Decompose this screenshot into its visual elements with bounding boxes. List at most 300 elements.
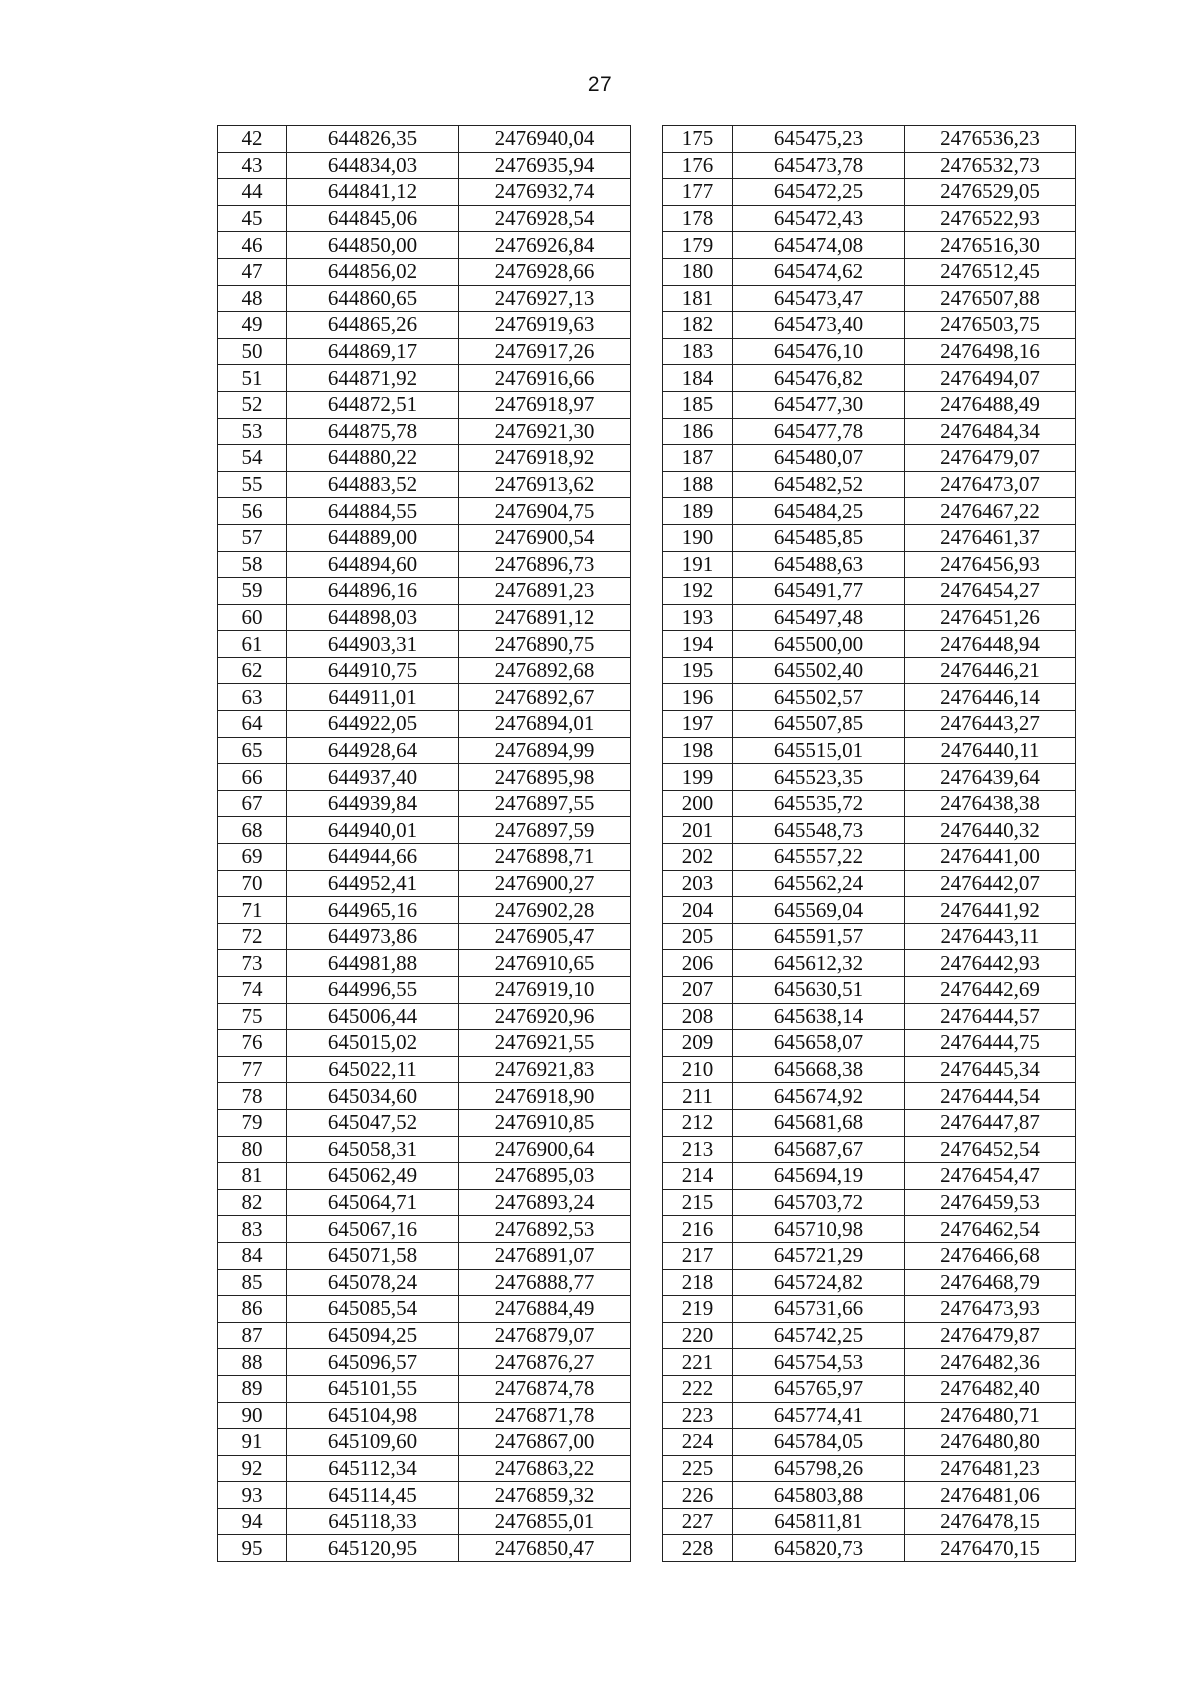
left-x-coordinate-cell: 645101,55 <box>287 1375 459 1402</box>
column-gap <box>631 1482 663 1509</box>
right-point-number-cell: 228 <box>663 1535 733 1562</box>
right-x-coordinate-cell: 645681,68 <box>733 1109 905 1136</box>
right-point-number-cell: 197 <box>663 711 733 738</box>
left-x-coordinate-cell: 645006,44 <box>287 1003 459 1030</box>
column-gap <box>631 1508 663 1535</box>
right-x-coordinate-cell: 645820,73 <box>733 1535 905 1562</box>
right-y-coordinate-cell: 2476442,93 <box>905 950 1076 977</box>
left-x-coordinate-cell: 645120,95 <box>287 1535 459 1562</box>
table-row <box>218 844 1076 871</box>
right-y-coordinate-cell: 2476446,21 <box>905 657 1076 684</box>
table-row <box>218 1030 1076 1057</box>
left-y-coordinate-cell: 2476874,78 <box>459 1375 631 1402</box>
column-gap <box>631 1030 663 1057</box>
column-gap <box>631 737 663 764</box>
left-y-coordinate-cell: 2476935,94 <box>459 152 631 179</box>
left-y-coordinate-cell: 2476913,62 <box>459 471 631 498</box>
left-point-number-cell: 92 <box>218 1455 287 1482</box>
table-row <box>218 950 1076 977</box>
left-point-number-cell: 85 <box>218 1269 287 1296</box>
column-gap <box>631 897 663 924</box>
right-x-coordinate-cell: 645482,52 <box>733 471 905 498</box>
left-x-coordinate-cell: 644860,65 <box>287 285 459 312</box>
left-x-coordinate-cell: 644939,84 <box>287 790 459 817</box>
table-row <box>218 1136 1076 1163</box>
right-x-coordinate-cell: 645515,01 <box>733 737 905 764</box>
left-point-number-cell: 71 <box>218 897 287 924</box>
left-y-coordinate-cell: 2476896,73 <box>459 551 631 578</box>
left-y-coordinate-cell: 2476867,00 <box>459 1429 631 1456</box>
left-point-number-cell: 93 <box>218 1482 287 1509</box>
left-x-coordinate-cell: 645022,11 <box>287 1056 459 1083</box>
column-gap <box>631 338 663 365</box>
left-y-coordinate-cell: 2476897,55 <box>459 790 631 817</box>
left-x-coordinate-cell: 645047,52 <box>287 1109 459 1136</box>
right-y-coordinate-cell: 2476516,30 <box>905 232 1076 259</box>
right-y-coordinate-cell: 2476481,23 <box>905 1455 1076 1482</box>
column-gap <box>631 923 663 950</box>
column-gap <box>631 232 663 259</box>
right-point-number-cell: 194 <box>663 631 733 658</box>
column-gap <box>631 844 663 871</box>
left-x-coordinate-cell: 645114,45 <box>287 1482 459 1509</box>
table-row <box>218 1535 1076 1562</box>
left-y-coordinate-cell: 2476902,28 <box>459 897 631 924</box>
table-row <box>218 126 1076 153</box>
left-x-coordinate-cell: 645015,02 <box>287 1030 459 1057</box>
left-x-coordinate-cell: 644871,92 <box>287 365 459 392</box>
left-y-coordinate-cell: 2476904,75 <box>459 498 631 525</box>
right-x-coordinate-cell: 645731,66 <box>733 1296 905 1323</box>
column-gap <box>631 312 663 339</box>
left-point-number-cell: 47 <box>218 258 287 285</box>
left-point-number-cell: 70 <box>218 870 287 897</box>
right-y-coordinate-cell: 2476473,93 <box>905 1296 1076 1323</box>
column-gap <box>631 1535 663 1562</box>
right-point-number-cell: 179 <box>663 232 733 259</box>
right-x-coordinate-cell: 645703,72 <box>733 1189 905 1216</box>
right-point-number-cell: 191 <box>663 551 733 578</box>
left-point-number-cell: 89 <box>218 1375 287 1402</box>
table-row <box>218 923 1076 950</box>
column-gap <box>631 977 663 1004</box>
right-y-coordinate-cell: 2476529,05 <box>905 179 1076 206</box>
left-x-coordinate-cell: 644965,16 <box>287 897 459 924</box>
right-x-coordinate-cell: 645502,40 <box>733 657 905 684</box>
left-y-coordinate-cell: 2476926,84 <box>459 232 631 259</box>
table-row <box>218 498 1076 525</box>
left-x-coordinate-cell: 644910,75 <box>287 657 459 684</box>
column-gap <box>631 1375 663 1402</box>
right-x-coordinate-cell: 645472,43 <box>733 205 905 232</box>
right-y-coordinate-cell: 2476470,15 <box>905 1535 1076 1562</box>
right-point-number-cell: 178 <box>663 205 733 232</box>
right-point-number-cell: 195 <box>663 657 733 684</box>
right-x-coordinate-cell: 645710,98 <box>733 1216 905 1243</box>
right-x-coordinate-cell: 645674,92 <box>733 1083 905 1110</box>
left-point-number-cell: 88 <box>218 1349 287 1376</box>
right-y-coordinate-cell: 2476456,93 <box>905 551 1076 578</box>
right-y-coordinate-cell: 2476440,11 <box>905 737 1076 764</box>
right-x-coordinate-cell: 645721,29 <box>733 1242 905 1269</box>
left-point-number-cell: 90 <box>218 1402 287 1429</box>
table-row <box>218 1242 1076 1269</box>
right-point-number-cell: 193 <box>663 604 733 631</box>
table-row <box>218 817 1076 844</box>
left-x-coordinate-cell: 644826,35 <box>287 126 459 153</box>
column-gap <box>631 258 663 285</box>
right-x-coordinate-cell: 645638,14 <box>733 1003 905 1030</box>
left-point-number-cell: 76 <box>218 1030 287 1057</box>
page-number: 27 <box>587 73 613 96</box>
right-y-coordinate-cell: 2476441,00 <box>905 844 1076 871</box>
right-y-coordinate-cell: 2476494,07 <box>905 365 1076 392</box>
right-y-coordinate-cell: 2476507,88 <box>905 285 1076 312</box>
right-point-number-cell: 208 <box>663 1003 733 1030</box>
left-point-number-cell: 94 <box>218 1508 287 1535</box>
right-point-number-cell: 203 <box>663 870 733 897</box>
right-y-coordinate-cell: 2476462,54 <box>905 1216 1076 1243</box>
left-y-coordinate-cell: 2476928,54 <box>459 205 631 232</box>
left-y-coordinate-cell: 2476894,01 <box>459 711 631 738</box>
right-point-number-cell: 214 <box>663 1163 733 1190</box>
column-gap <box>631 524 663 551</box>
table-row <box>218 1189 1076 1216</box>
right-x-coordinate-cell: 645473,78 <box>733 152 905 179</box>
right-point-number-cell: 199 <box>663 764 733 791</box>
column-gap <box>631 950 663 977</box>
left-y-coordinate-cell: 2476918,90 <box>459 1083 631 1110</box>
left-y-coordinate-cell: 2476850,47 <box>459 1535 631 1562</box>
left-x-coordinate-cell: 645096,57 <box>287 1349 459 1376</box>
left-x-coordinate-cell: 644911,01 <box>287 684 459 711</box>
right-y-coordinate-cell: 2476441,92 <box>905 897 1076 924</box>
right-point-number-cell: 226 <box>663 1482 733 1509</box>
left-x-coordinate-cell: 645034,60 <box>287 1083 459 1110</box>
left-point-number-cell: 80 <box>218 1136 287 1163</box>
right-point-number-cell: 215 <box>663 1189 733 1216</box>
right-x-coordinate-cell: 645477,78 <box>733 418 905 445</box>
left-y-coordinate-cell: 2476905,47 <box>459 923 631 950</box>
left-y-coordinate-cell: 2476900,27 <box>459 870 631 897</box>
left-x-coordinate-cell: 644894,60 <box>287 551 459 578</box>
table-row <box>218 1003 1076 1030</box>
left-x-coordinate-cell: 645062,49 <box>287 1163 459 1190</box>
right-y-coordinate-cell: 2476488,49 <box>905 391 1076 418</box>
table-row <box>218 631 1076 658</box>
table-row <box>218 790 1076 817</box>
left-x-coordinate-cell: 644928,64 <box>287 737 459 764</box>
right-y-coordinate-cell: 2476522,93 <box>905 205 1076 232</box>
table-row <box>218 1216 1076 1243</box>
left-y-coordinate-cell: 2476884,49 <box>459 1296 631 1323</box>
left-x-coordinate-cell: 645085,54 <box>287 1296 459 1323</box>
column-gap <box>631 1349 663 1376</box>
table-row <box>218 312 1076 339</box>
left-point-number-cell: 83 <box>218 1216 287 1243</box>
left-y-coordinate-cell: 2476895,98 <box>459 764 631 791</box>
left-point-number-cell: 78 <box>218 1083 287 1110</box>
right-x-coordinate-cell: 645475,23 <box>733 126 905 153</box>
left-x-coordinate-cell: 644896,16 <box>287 578 459 605</box>
right-point-number-cell: 212 <box>663 1109 733 1136</box>
left-y-coordinate-cell: 2476892,67 <box>459 684 631 711</box>
column-gap <box>631 790 663 817</box>
right-y-coordinate-cell: 2476478,15 <box>905 1508 1076 1535</box>
right-x-coordinate-cell: 645562,24 <box>733 870 905 897</box>
column-gap <box>631 418 663 445</box>
right-x-coordinate-cell: 645811,81 <box>733 1508 905 1535</box>
right-point-number-cell: 190 <box>663 524 733 551</box>
right-point-number-cell: 217 <box>663 1242 733 1269</box>
table-row <box>218 338 1076 365</box>
right-x-coordinate-cell: 645658,07 <box>733 1030 905 1057</box>
left-y-coordinate-cell: 2476920,96 <box>459 1003 631 1030</box>
table-row <box>218 657 1076 684</box>
table-row <box>218 711 1076 738</box>
right-x-coordinate-cell: 645754,53 <box>733 1349 905 1376</box>
right-x-coordinate-cell: 645477,30 <box>733 391 905 418</box>
right-point-number-cell: 188 <box>663 471 733 498</box>
column-gap <box>631 551 663 578</box>
table-row <box>218 445 1076 472</box>
right-x-coordinate-cell: 645535,72 <box>733 790 905 817</box>
right-x-coordinate-cell: 645803,88 <box>733 1482 905 1509</box>
right-y-coordinate-cell: 2476536,23 <box>905 126 1076 153</box>
right-x-coordinate-cell: 645774,41 <box>733 1402 905 1429</box>
left-y-coordinate-cell: 2476910,65 <box>459 950 631 977</box>
right-point-number-cell: 213 <box>663 1136 733 1163</box>
left-x-coordinate-cell: 645094,25 <box>287 1322 459 1349</box>
right-x-coordinate-cell: 645694,19 <box>733 1163 905 1190</box>
table-row <box>218 1455 1076 1482</box>
left-y-coordinate-cell: 2476898,71 <box>459 844 631 871</box>
table-row <box>218 977 1076 1004</box>
right-x-coordinate-cell: 645500,00 <box>733 631 905 658</box>
left-point-number-cell: 55 <box>218 471 287 498</box>
table-row <box>218 1109 1076 1136</box>
left-y-coordinate-cell: 2476891,07 <box>459 1242 631 1269</box>
right-point-number-cell: 206 <box>663 950 733 977</box>
table-row <box>218 232 1076 259</box>
left-point-number-cell: 58 <box>218 551 287 578</box>
right-point-number-cell: 225 <box>663 1455 733 1482</box>
right-y-coordinate-cell: 2476444,57 <box>905 1003 1076 1030</box>
table-row <box>218 1296 1076 1323</box>
column-gap <box>631 365 663 392</box>
right-y-coordinate-cell: 2476438,38 <box>905 790 1076 817</box>
table-row <box>218 205 1076 232</box>
table-row <box>218 391 1076 418</box>
left-y-coordinate-cell: 2476910,85 <box>459 1109 631 1136</box>
right-x-coordinate-cell: 645668,38 <box>733 1056 905 1083</box>
left-y-coordinate-cell: 2476900,54 <box>459 524 631 551</box>
left-y-coordinate-cell: 2476892,68 <box>459 657 631 684</box>
right-y-coordinate-cell: 2476445,34 <box>905 1056 1076 1083</box>
left-point-number-cell: 59 <box>218 578 287 605</box>
right-point-number-cell: 183 <box>663 338 733 365</box>
table-row <box>218 604 1076 631</box>
left-x-coordinate-cell: 645064,71 <box>287 1189 459 1216</box>
left-x-coordinate-cell: 645071,58 <box>287 1242 459 1269</box>
right-point-number-cell: 219 <box>663 1296 733 1323</box>
table-row <box>218 578 1076 605</box>
column-gap <box>631 1322 663 1349</box>
left-point-number-cell: 65 <box>218 737 287 764</box>
left-y-coordinate-cell: 2476863,22 <box>459 1455 631 1482</box>
right-point-number-cell: 187 <box>663 445 733 472</box>
left-point-number-cell: 53 <box>218 418 287 445</box>
table-row <box>218 1402 1076 1429</box>
right-point-number-cell: 184 <box>663 365 733 392</box>
right-x-coordinate-cell: 645630,51 <box>733 977 905 1004</box>
column-gap <box>631 578 663 605</box>
left-x-coordinate-cell: 644884,55 <box>287 498 459 525</box>
right-point-number-cell: 189 <box>663 498 733 525</box>
right-point-number-cell: 218 <box>663 1269 733 1296</box>
table-row <box>218 1269 1076 1296</box>
left-y-coordinate-cell: 2476859,32 <box>459 1482 631 1509</box>
left-point-number-cell: 64 <box>218 711 287 738</box>
left-point-number-cell: 52 <box>218 391 287 418</box>
column-gap <box>631 711 663 738</box>
right-y-coordinate-cell: 2476439,64 <box>905 764 1076 791</box>
left-point-number-cell: 43 <box>218 152 287 179</box>
coordinates-table-body <box>218 126 1076 1562</box>
right-x-coordinate-cell: 645497,48 <box>733 604 905 631</box>
column-gap <box>631 1136 663 1163</box>
right-y-coordinate-cell: 2476442,07 <box>905 870 1076 897</box>
left-y-coordinate-cell: 2476919,10 <box>459 977 631 1004</box>
right-x-coordinate-cell: 645473,47 <box>733 285 905 312</box>
right-x-coordinate-cell: 645491,77 <box>733 578 905 605</box>
right-y-coordinate-cell: 2476482,36 <box>905 1349 1076 1376</box>
column-gap <box>631 1429 663 1456</box>
left-x-coordinate-cell: 645104,98 <box>287 1402 459 1429</box>
left-x-coordinate-cell: 644940,01 <box>287 817 459 844</box>
table-row <box>218 1349 1076 1376</box>
column-gap <box>631 1455 663 1482</box>
right-y-coordinate-cell: 2476479,07 <box>905 445 1076 472</box>
right-point-number-cell: 222 <box>663 1375 733 1402</box>
right-y-coordinate-cell: 2476442,69 <box>905 977 1076 1004</box>
right-y-coordinate-cell: 2476480,80 <box>905 1429 1076 1456</box>
left-x-coordinate-cell: 645078,24 <box>287 1269 459 1296</box>
right-point-number-cell: 221 <box>663 1349 733 1376</box>
table-row <box>218 1508 1076 1535</box>
right-y-coordinate-cell: 2476481,06 <box>905 1482 1076 1509</box>
left-x-coordinate-cell: 644856,02 <box>287 258 459 285</box>
right-y-coordinate-cell: 2476473,07 <box>905 471 1076 498</box>
right-x-coordinate-cell: 645485,85 <box>733 524 905 551</box>
right-y-coordinate-cell: 2476454,47 <box>905 1163 1076 1190</box>
left-y-coordinate-cell: 2476893,24 <box>459 1189 631 1216</box>
left-point-number-cell: 42 <box>218 126 287 153</box>
column-gap <box>631 1216 663 1243</box>
right-point-number-cell: 201 <box>663 817 733 844</box>
left-y-coordinate-cell: 2476921,30 <box>459 418 631 445</box>
right-point-number-cell: 210 <box>663 1056 733 1083</box>
table-row <box>218 684 1076 711</box>
left-point-number-cell: 79 <box>218 1109 287 1136</box>
left-y-coordinate-cell: 2476879,07 <box>459 1322 631 1349</box>
left-y-coordinate-cell: 2476916,66 <box>459 365 631 392</box>
right-point-number-cell: 211 <box>663 1083 733 1110</box>
column-gap <box>631 1402 663 1429</box>
table-row <box>218 418 1076 445</box>
column-gap <box>631 1003 663 1030</box>
right-x-coordinate-cell: 645502,57 <box>733 684 905 711</box>
column-gap <box>631 285 663 312</box>
right-x-coordinate-cell: 645507,85 <box>733 711 905 738</box>
left-point-number-cell: 61 <box>218 631 287 658</box>
table-row <box>218 1083 1076 1110</box>
right-point-number-cell: 205 <box>663 923 733 950</box>
left-point-number-cell: 72 <box>218 923 287 950</box>
left-y-coordinate-cell: 2476891,23 <box>459 578 631 605</box>
right-point-number-cell: 181 <box>663 285 733 312</box>
right-point-number-cell: 177 <box>663 179 733 206</box>
right-x-coordinate-cell: 645687,67 <box>733 1136 905 1163</box>
column-gap <box>631 152 663 179</box>
right-y-coordinate-cell: 2476479,87 <box>905 1322 1076 1349</box>
left-y-coordinate-cell: 2476895,03 <box>459 1163 631 1190</box>
left-y-coordinate-cell: 2476871,78 <box>459 1402 631 1429</box>
left-point-number-cell: 44 <box>218 179 287 206</box>
column-gap <box>631 126 663 153</box>
left-y-coordinate-cell: 2476897,59 <box>459 817 631 844</box>
right-y-coordinate-cell: 2476459,53 <box>905 1189 1076 1216</box>
left-point-number-cell: 49 <box>218 312 287 339</box>
column-gap <box>631 631 663 658</box>
right-y-coordinate-cell: 2476512,45 <box>905 258 1076 285</box>
table-row <box>218 870 1076 897</box>
left-y-coordinate-cell: 2476900,64 <box>459 1136 631 1163</box>
left-y-coordinate-cell: 2476918,97 <box>459 391 631 418</box>
left-y-coordinate-cell: 2476891,12 <box>459 604 631 631</box>
left-point-number-cell: 84 <box>218 1242 287 1269</box>
table-row <box>218 1429 1076 1456</box>
right-x-coordinate-cell: 645742,25 <box>733 1322 905 1349</box>
left-point-number-cell: 82 <box>218 1189 287 1216</box>
coordinates-table <box>217 125 1076 1562</box>
right-x-coordinate-cell: 645765,97 <box>733 1375 905 1402</box>
right-y-coordinate-cell: 2476468,79 <box>905 1269 1076 1296</box>
left-x-coordinate-cell: 644841,12 <box>287 179 459 206</box>
right-y-coordinate-cell: 2476444,75 <box>905 1030 1076 1057</box>
right-point-number-cell: 220 <box>663 1322 733 1349</box>
right-x-coordinate-cell: 645784,05 <box>733 1429 905 1456</box>
right-x-coordinate-cell: 645484,25 <box>733 498 905 525</box>
right-y-coordinate-cell: 2476452,54 <box>905 1136 1076 1163</box>
left-point-number-cell: 56 <box>218 498 287 525</box>
right-y-coordinate-cell: 2476466,68 <box>905 1242 1076 1269</box>
left-x-coordinate-cell: 644834,03 <box>287 152 459 179</box>
right-point-number-cell: 182 <box>663 312 733 339</box>
table-row <box>218 1375 1076 1402</box>
left-x-coordinate-cell: 644973,86 <box>287 923 459 950</box>
right-x-coordinate-cell: 645473,40 <box>733 312 905 339</box>
right-x-coordinate-cell: 645474,08 <box>733 232 905 259</box>
left-y-coordinate-cell: 2476932,74 <box>459 179 631 206</box>
left-y-coordinate-cell: 2476921,55 <box>459 1030 631 1057</box>
table-row <box>218 1163 1076 1190</box>
left-x-coordinate-cell: 644845,06 <box>287 205 459 232</box>
left-point-number-cell: 73 <box>218 950 287 977</box>
right-y-coordinate-cell: 2476480,71 <box>905 1402 1076 1429</box>
left-x-coordinate-cell: 644875,78 <box>287 418 459 445</box>
left-x-coordinate-cell: 645112,34 <box>287 1455 459 1482</box>
